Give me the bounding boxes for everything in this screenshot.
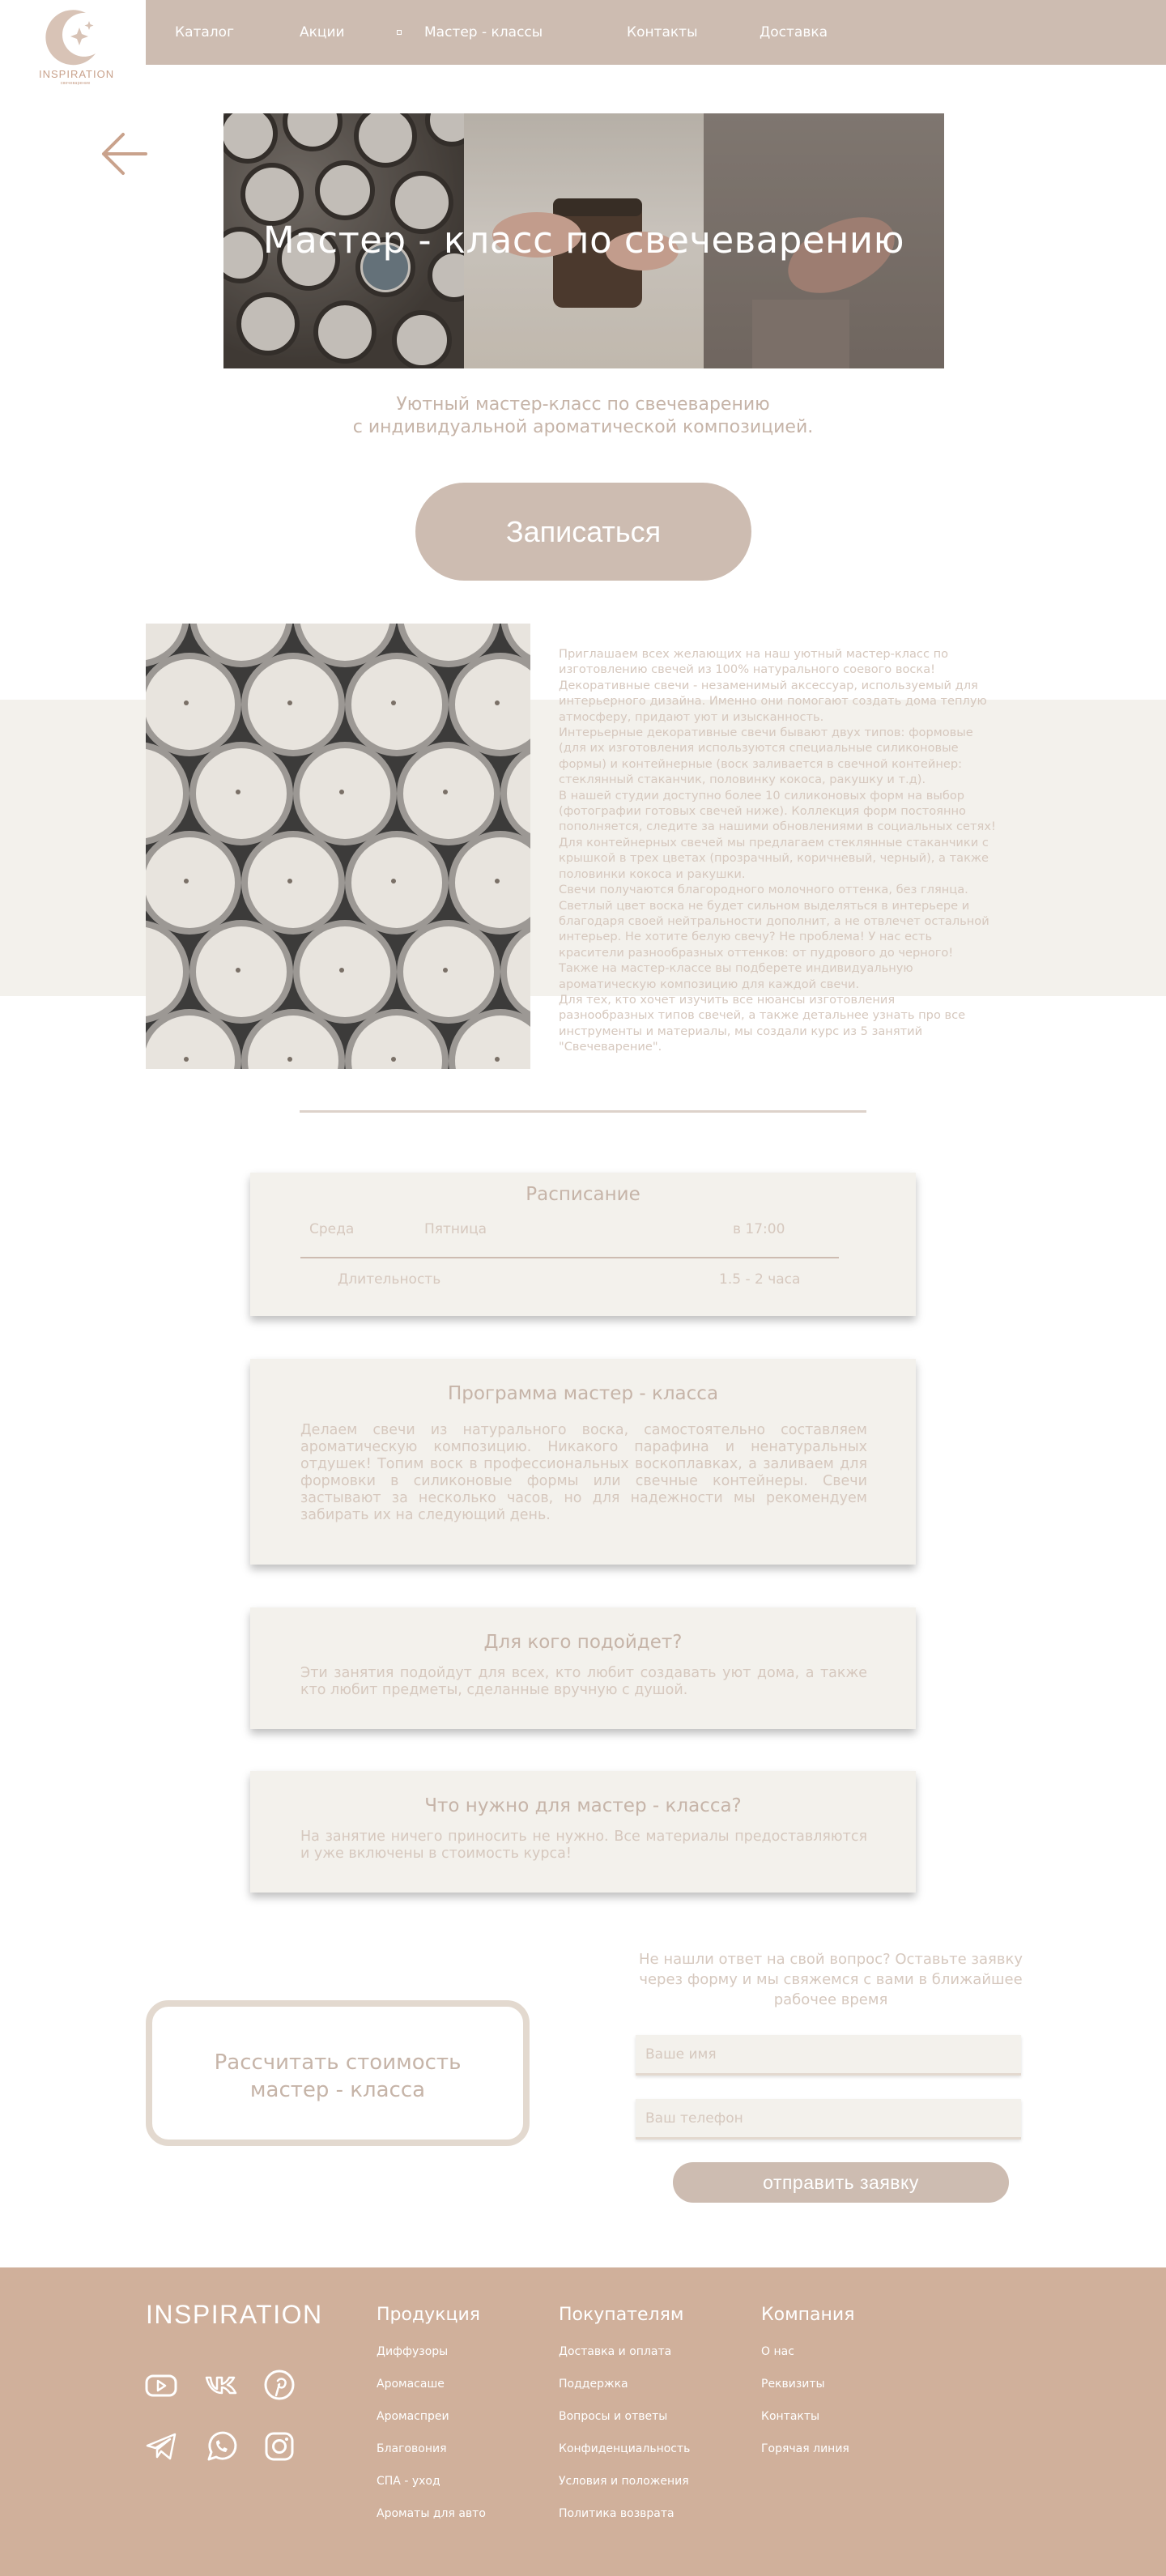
duration-value: 1.5 - 2 часа (719, 1271, 801, 1288)
about-text-line: Приглашаем всех желающих на наш уютный мастер-класс по (559, 647, 949, 661)
moon-logo-icon (39, 3, 109, 68)
program-title: Программа мастер - класса (447, 1383, 719, 1404)
hero-banner (223, 113, 944, 368)
calculate-price-button[interactable] (146, 2000, 530, 2146)
footer-logo[interactable]: INSPIRATION (146, 2300, 323, 2329)
audience-text: Эти занятия подойдут для всех, кто любит создавать уют дома, а также кто любит предметы, сделанные вручную с душой. (300, 1665, 867, 1698)
logo-text: INSPIRATION (39, 68, 115, 80)
about-text-line: интерьер. Не хотите белую свечу? Не проблема! У нас есть (559, 930, 933, 944)
lead-text: Уютный мастер-класс по свечеварению с индивидуальной ароматической композицией. (352, 394, 814, 437)
footer-link-requisites[interactable]: Реквизиты (761, 2378, 825, 2391)
footer-link-aroma-sachets[interactable]: Аромасаше (377, 2378, 445, 2391)
about-text-line: половинки кокоса и ракушки. (559, 866, 746, 881)
duration-label: Длительность (338, 1271, 441, 1288)
about-text-line: Светлый цвет воска не будет сильном выделяться в интерьере и (559, 898, 970, 913)
program-card (250, 1359, 916, 1565)
contact-note: Не нашли ответ на свой вопрос? Оставьте заявку через форму и мы свяжемся с вами в ближайшее рабочее время (638, 1951, 1023, 2008)
about-text-line: формы) и контейнерные (воск заливается в свечной контейнер: (559, 756, 963, 771)
schedule-time: в 17:00 (733, 1221, 785, 1237)
telegram-icon[interactable] (144, 2429, 178, 2463)
audience-card (250, 1607, 916, 1729)
footer-link-terms[interactable]: Условия и положения (559, 2475, 689, 2488)
youtube-icon[interactable] (144, 2368, 178, 2402)
about-text-line: Для контейнерных свечей мы предлагаем стеклянные стаканчики с (559, 835, 989, 849)
footer-link-diffusers[interactable]: Диффузоры (377, 2345, 449, 2358)
nav-master-classes[interactable]: Мастер - классы (424, 24, 543, 40)
about-text-line: (для их изготовления используются специальные силиконовые (559, 741, 959, 756)
footer-link-faq[interactable]: Вопросы и ответы (559, 2410, 668, 2423)
footer (0, 2267, 1166, 2576)
footer-link-incense[interactable]: Благовония (377, 2442, 447, 2455)
about-text-line: стеклянный стаканчик, половинку кокоса, ракушку и т.д). (559, 773, 926, 787)
footer-link-support[interactable]: Поддержка (559, 2378, 628, 2391)
footer-company-title: Компания (761, 2305, 855, 2325)
about-text-line: изготовлению свечей из 100% натурального соевого воска! (559, 662, 936, 677)
top-navigation (146, 0, 1166, 65)
nav-delivery[interactable]: Доставка (760, 24, 828, 40)
needs-text: На занятие ничего приносить не нужно. Все материалы предоставляются и уже включены в стоимость курса! (300, 1829, 867, 1862)
about-text-line: (фотографии готовых свечей ниже). Коллекция форм постоянно (559, 804, 966, 819)
whatsapp-icon[interactable] (204, 2429, 238, 2463)
footer-buyers-title: Покупателям (559, 2305, 684, 2325)
about-text-line: Интерьерные декоративные свечи бывают двух типов: формовые (559, 726, 973, 740)
about-text-line: Для тех, кто хочет изучить все нюансы изготовления (559, 992, 896, 1007)
program-text: Делаем свечи из натурального воска, самостоятельно составляем ароматическую композицию. Никакого парафина и ненатуральных отдушек! Топим воск в профессиональных воскоплавках, а заливаем для формовки в силиконовые формы или свечные контейнеры. Свечи застывают за несколько часов, но для надежности мы рекомендуем забирать их на следующий день. (300, 1422, 867, 1523)
phone-input[interactable] (636, 2099, 1021, 2140)
about-text-line: атмосферу, придают уют и изысканность. (559, 709, 824, 724)
candles-photo (146, 624, 530, 1069)
enroll-button[interactable]: Записаться (415, 483, 751, 581)
catalog-dropdown-icon[interactable] (397, 30, 402, 35)
needs-card (250, 1771, 916, 1893)
schedule-separator (300, 1257, 839, 1258)
send-request-button[interactable]: отправить заявку (673, 2162, 1009, 2203)
about-text (559, 646, 1020, 1055)
footer-link-car-aromas[interactable]: Ароматы для авто (377, 2507, 486, 2520)
about-text-line: интерьерного дизайна. Именно они помогают создать дома теплую (559, 694, 987, 709)
about-text-line: пополняется, следите за нашими обновлениями в социальных сетях! (559, 820, 996, 834)
about-text-line: Декоративные свечи - незаменимый аксессуар, используемый для (559, 678, 978, 692)
nav-catalog[interactable]: Каталог (175, 24, 235, 40)
footer-products-title: Продукция (377, 2305, 480, 2325)
back-arrow-icon[interactable] (99, 130, 149, 178)
footer-link-contacts[interactable]: Контакты (761, 2410, 820, 2423)
audience-title: Для кого подойдет? (483, 1632, 683, 1653)
footer-link-delivery-payment[interactable]: Доставка и оплата (559, 2345, 672, 2358)
schedule-title: Расписание (526, 1184, 640, 1205)
section-divider (300, 1110, 866, 1113)
name-input[interactable] (636, 2035, 1021, 2076)
hero-title: Мастер - класс по свечеварению (262, 219, 905, 262)
about-text-line: "Свечеварение". (559, 1040, 662, 1054)
vk-icon[interactable] (204, 2368, 238, 2402)
schedule-day-wednesday: Среда (309, 1221, 355, 1237)
instagram-icon[interactable] (262, 2429, 296, 2463)
about-text-line: благодаря своей нейтральности дополнит, а не отвлечет остальной (559, 913, 989, 928)
about-text-line: В нашей студии доступно более 10 силиконовых форм на выбор (559, 788, 965, 803)
about-text-line: Также на мастер-классе вы подберете индивидуальную (559, 961, 913, 976)
footer-link-aroma-sprays[interactable]: Аромаспреи (377, 2410, 449, 2423)
about-text-line: красители разнообразных оттенков: от пудрового до черного! (559, 945, 954, 960)
nav-promotions[interactable]: Акции (300, 24, 345, 40)
calculate-price-label: Рассчитать стоимость мастер - класса (214, 2050, 462, 2102)
brand-logo[interactable] (39, 3, 115, 91)
pinterest-icon[interactable] (262, 2368, 296, 2402)
logo-subtitle: свечеварение (60, 81, 91, 86)
needs-title: Что нужно для мастер - класса? (424, 1795, 742, 1816)
schedule-card (250, 1173, 916, 1316)
nav-contacts[interactable]: Контакты (627, 24, 698, 40)
about-text-line: инструменты и материалы, мы создали курс из 5 занятий (559, 1024, 923, 1038)
footer-link-privacy[interactable]: Конфиденциальность (559, 2442, 691, 2455)
about-text-line: крышкой в трех цветах (прозрачный, коричневый, черный), а также (559, 851, 989, 866)
footer-link-spa[interactable]: СПА - уход (377, 2475, 440, 2488)
schedule-day-friday: Пятница (424, 1221, 487, 1237)
footer-link-hotline[interactable]: Горячая линия (761, 2442, 849, 2455)
about-text-line: Свечи получаются благородного молочного оттенка, без глянца. (559, 883, 968, 897)
about-text-line: разнообразных типов свечей, а также детальнее узнать про все (559, 1008, 966, 1023)
about-text-line: ароматическую композицию для каждой свечи. (559, 977, 860, 991)
footer-link-returns[interactable]: Политика возврата (559, 2507, 674, 2520)
footer-link-about[interactable]: О нас (761, 2345, 794, 2358)
